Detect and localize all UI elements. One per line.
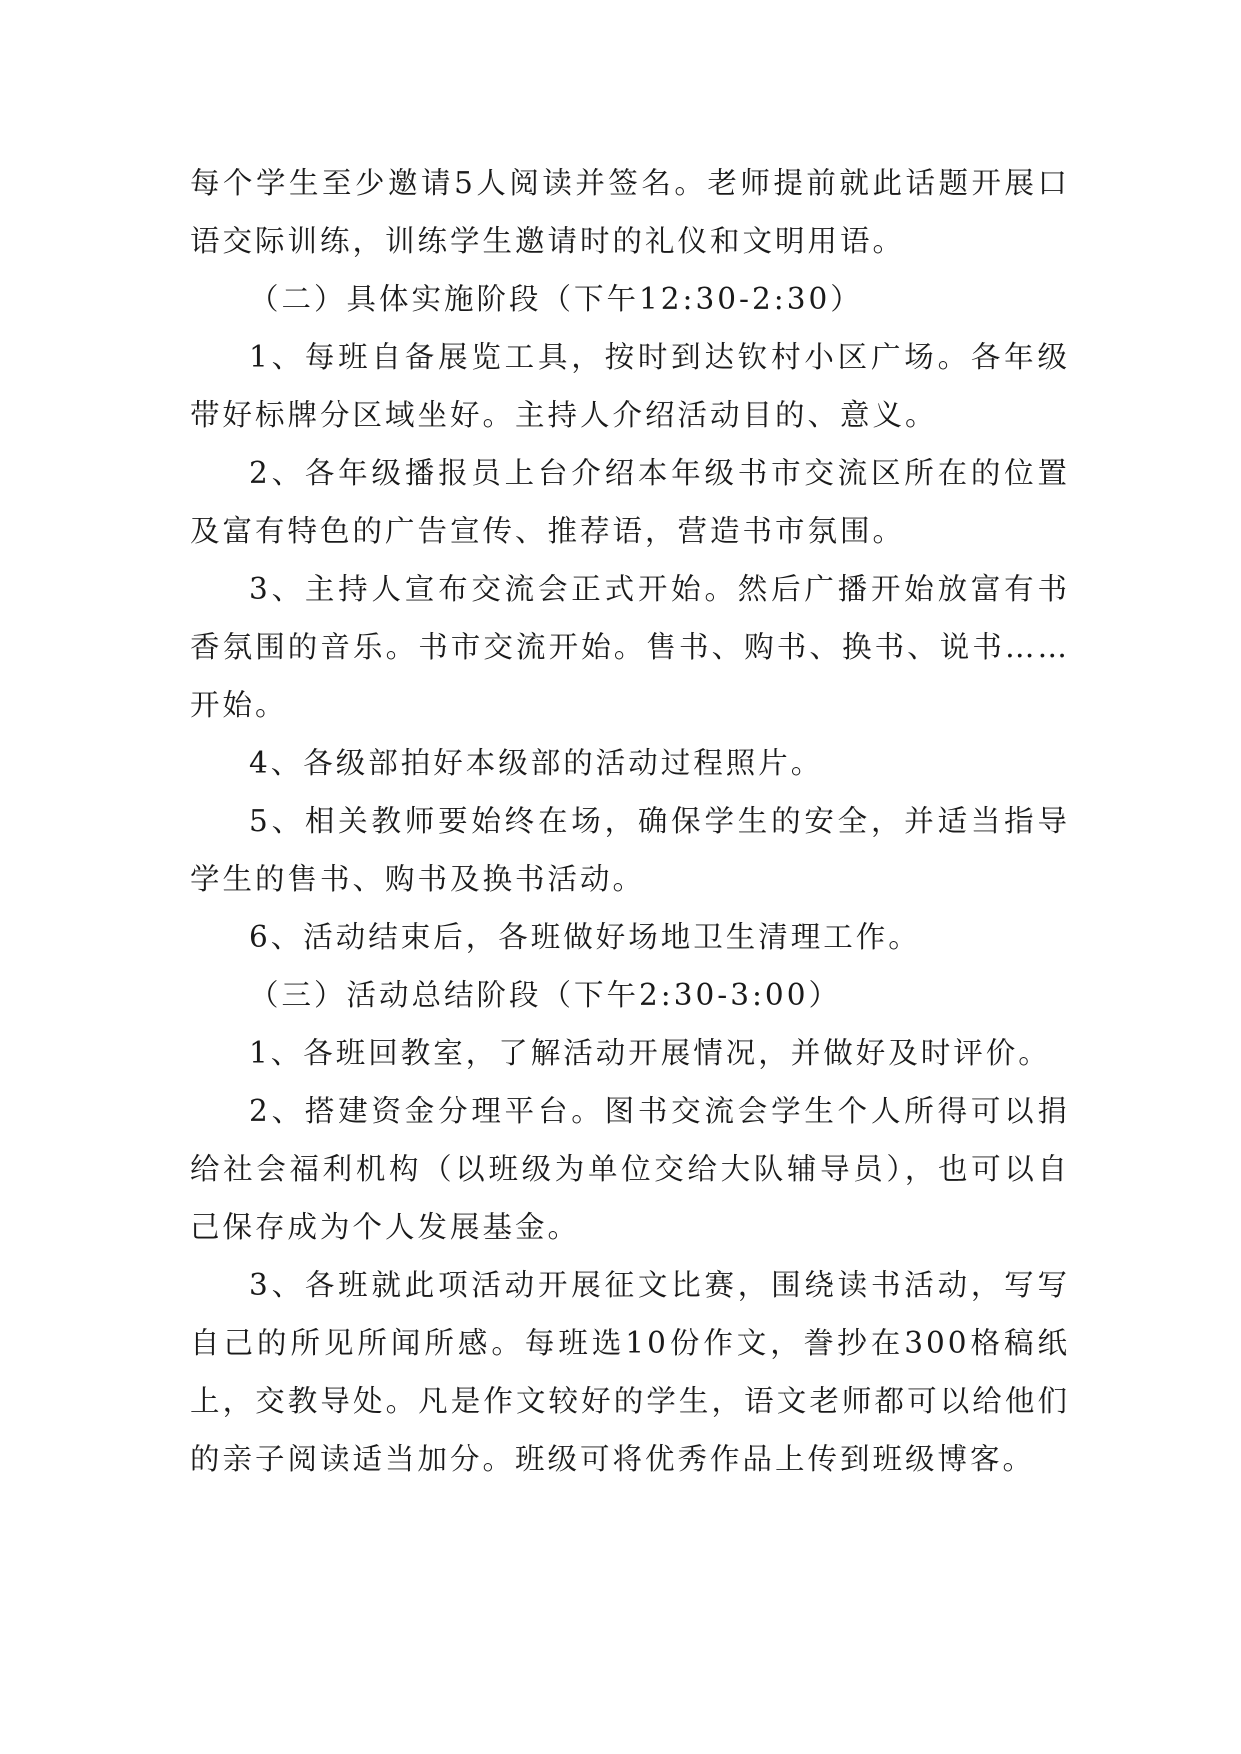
paragraph-step-4: 4、各级部拍好本级部的活动过程照片。 [249, 746, 824, 780]
paragraph-step-6: 6、活动结束后，各班做好场地卫生清理工作。 [249, 920, 921, 954]
heading-summary-stage: （三）活动总结阶段（下午2:30-3:00） [249, 978, 841, 1012]
paragraph-step-3: 3、主持人宣布交流会正式开始。然后广播开始放富有书香氛围的音乐。书市交流开始。售书、购书、换书、说书……开始。 [190, 572, 1070, 722]
paragraph-summary-3: 3、各班就此项活动开展征文比赛，围绕读书活动，写写自己的所见所闻所感。每班选10份作文，誊抄在300格稿纸上，交教导处。凡是作文较好的学生，语文老师都可以给他们的亲子阅读适当加分。班级可将优秀作品上传到班级博客。 [190, 1268, 1070, 1476]
document-body [190, 154, 1070, 1488]
paragraph-invitation: 每个学生至少邀请5人阅读并签名。老师提前就此话题开展口语交际训练，训练学生邀请时的礼仪和文明用语。 [190, 166, 1070, 258]
paragraph-step-5: 5、相关教师要始终在场，确保学生的安全，并适当指导学生的售书、购书及换书活动。 [190, 804, 1070, 896]
paragraph-step-2: 2、各年级播报员上台介绍本年级书市交流区所在的位置及富有特色的广告宣传、推荐语，营造书市氛围。 [190, 456, 1070, 548]
heading-implementation-stage: （二）具体实施阶段（下午12:30-2:30） [249, 282, 863, 316]
paragraph-step-1: 1、每班自备展览工具，按时到达钦村小区广场。各年级带好标牌分区域坐好。主持人介绍活动目的、意义。 [190, 340, 1070, 432]
paragraph-summary-2: 2、搭建资金分理平台。图书交流会学生个人所得可以捐给社会福利机构（以班级为单位交给大队辅导员），也可以自己保存成为个人发展基金。 [190, 1094, 1070, 1244]
paragraph-summary-1: 1、各班回教室，了解活动开展情况，并做好及时评价。 [249, 1036, 1051, 1070]
